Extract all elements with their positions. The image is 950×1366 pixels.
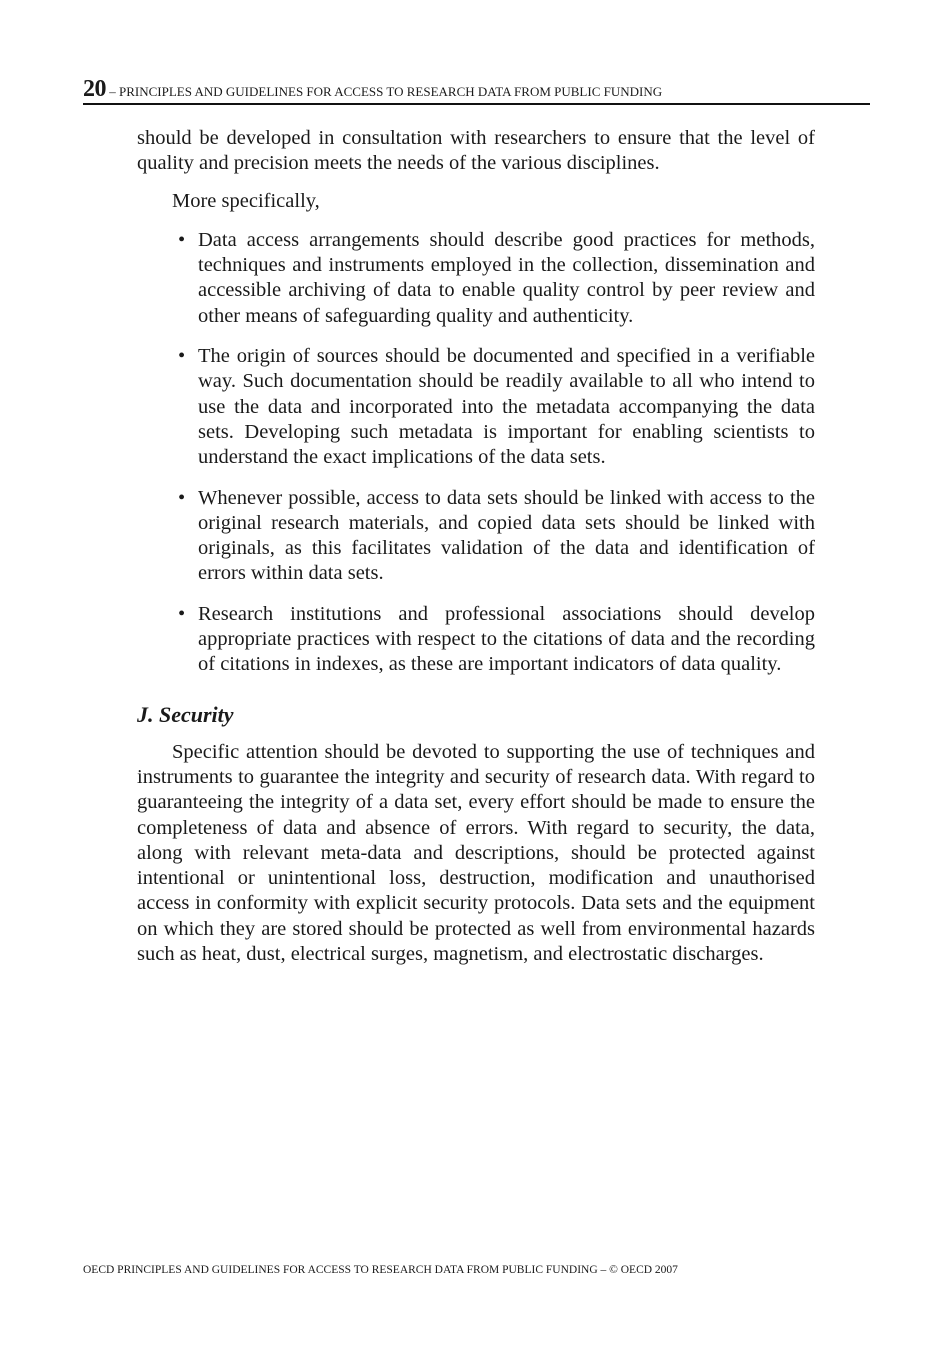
bullet-icon: • [178, 345, 186, 368]
bullet-item [173, 602, 815, 678]
bullet-icon: • [178, 228, 186, 251]
bullet-list [137, 228, 815, 678]
bullet-text: The origin of sources should be documented and specified in a verifiable way. Such documentation should be readily available to all who intend to use the data and incorporated into the metadata accompanying the data sets. Developing such metadata is important for enabling scientists to understand the exact implications of the data sets. [198, 345, 815, 469]
bullet-text: Data access arrangements should describe good practices for methods, techniques and instruments employed in the collection, dissemination and accessible archiving of data to enable quality control by peer review and other means of safeguarding quality and authenticity. [198, 228, 815, 327]
page-footer: OECD PRINCIPLES AND GUIDELINES FOR ACCESS TO RESEARCH DATA FROM PUBLIC FUNDING – © OECD 2007 [83, 1264, 678, 1276]
bullet-icon: • [178, 602, 186, 625]
page-number: 20 [83, 76, 106, 102]
lead-paragraph: should be developed in consultation with researchers to ensure that the level of quality and precision meets the needs of the various disciplines. [137, 127, 815, 175]
bullet-text: Research institutions and professional associations should develop appropriate practices with respect to the citations of data and the recording of citations in indexes, as these are important indicators of data quality. [198, 602, 815, 676]
running-title: – PRINCIPLES AND GUIDELINES FOR ACCESS TO RESEARCH DATA FROM PUBLIC FUNDING [106, 84, 663, 99]
bullet-item [173, 228, 815, 329]
page-body [137, 126, 815, 967]
intro-paragraph: More specifically, [172, 189, 320, 212]
bullet-text: Whenever possible, access to data sets should be linked with access to the original research materials, and copied data sets should be linked with originals, as this facilitates validation of the data and identification of errors within data sets. [198, 486, 815, 585]
page-header [83, 76, 870, 105]
section-paragraph: Specific attention should be devoted to supporting the use of techniques and instruments to guarantee the integrity and security of research data. With regard to guaranteeing the integrity of a data set, every effort should be made to ensure the completeness of data and absence of errors. With regard to security, the data, along with relevant meta-data and descriptions, should be protected against intentional or unintentional loss, destruction, modification and unauthorised access in conformity with explicit security protocols. Data sets and the equipment on which they are stored should be protected as well from environmental hazards such as heat, dust, electrical surges, magnetism, and electrostatic discharges. [137, 740, 815, 966]
bullet-item [173, 486, 815, 587]
section-heading: J. Security [137, 701, 234, 727]
bullet-icon: • [178, 486, 186, 509]
bullet-item [173, 344, 815, 470]
